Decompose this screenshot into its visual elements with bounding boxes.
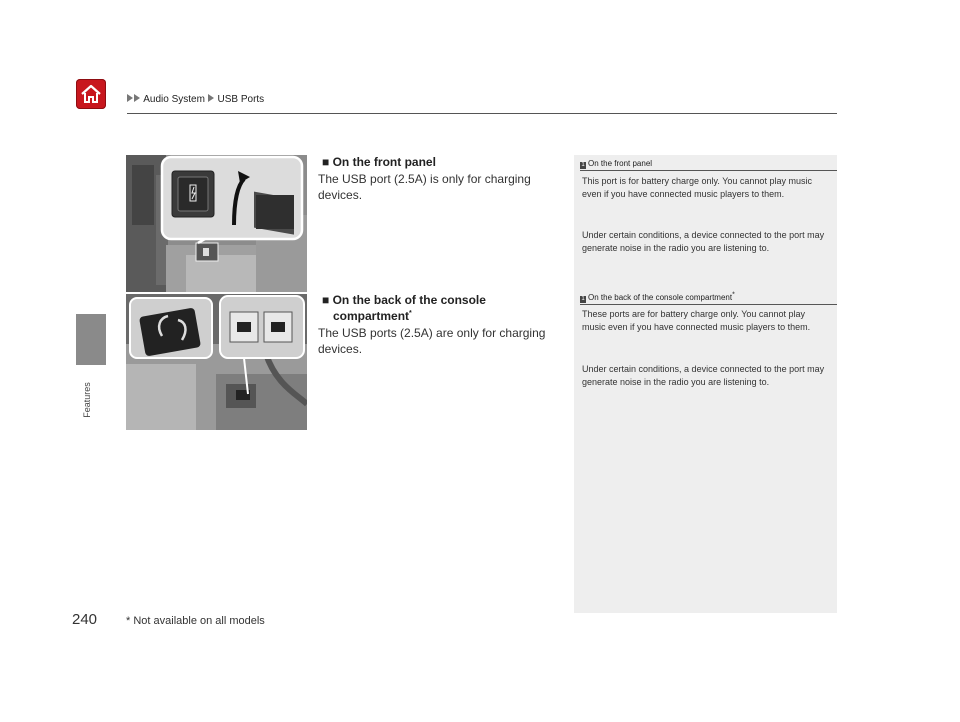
note-title [580,159,652,169]
note-icon: 1 [581,296,585,302]
note-title-text: On the front panel [588,159,653,168]
home-icon [76,79,106,109]
note-icon: 1 [581,162,585,168]
breadcrumb-item-usb-ports[interactable]: USB Ports [217,94,265,105]
note-paragraph: This port is for battery charge only. You cannot play music even if you have connected music players to them. [582,176,812,199]
console-heading-line1: ■ On the back of the console [322,293,486,307]
front-panel-heading: ■ On the front panel [322,155,436,169]
breadcrumb-arrow-icon [208,94,214,102]
breadcrumb-item-audio-system[interactable]: Audio System [143,94,205,105]
page-number: 240 [72,611,98,628]
availability-mark: * [409,310,412,317]
note-paragraph: These ports are for battery charge only. You cannot play music even if you have connected music players to them. [582,309,811,332]
home-button[interactable] [76,79,106,109]
notes-panel [574,155,837,613]
note-divider [580,304,837,305]
console-heading-text: compartment [333,309,410,323]
header-divider [127,113,837,114]
console-heading-line2 [333,309,412,323]
breadcrumb [127,94,264,105]
note-title [580,293,735,303]
note-paragraph: Under certain conditions, a device connected to the port may generate noise in the radio you are listening to. [582,230,825,253]
breadcrumb-arrow-icon [134,94,140,102]
breadcrumb-arrow-icon [127,94,133,102]
footnote: * Not available on all models [126,615,265,627]
console-usb-photo [126,294,307,430]
section-tab[interactable] [76,314,106,365]
front-panel-body: The USB port (2.5A) is only for charging devices. [318,172,531,202]
note-divider [580,170,837,171]
console-body: The USB ports (2.5A) are only for charging devices. [318,326,546,356]
note-paragraph: Under certain conditions, a device connected to the port may generate noise in the radio you are listening to. [582,364,825,387]
front-panel-usb-photo [126,155,307,292]
section-label: Features [82,382,92,418]
availability-mark: * [732,291,735,299]
note-title-text: On the back of the console compartment [588,293,733,302]
